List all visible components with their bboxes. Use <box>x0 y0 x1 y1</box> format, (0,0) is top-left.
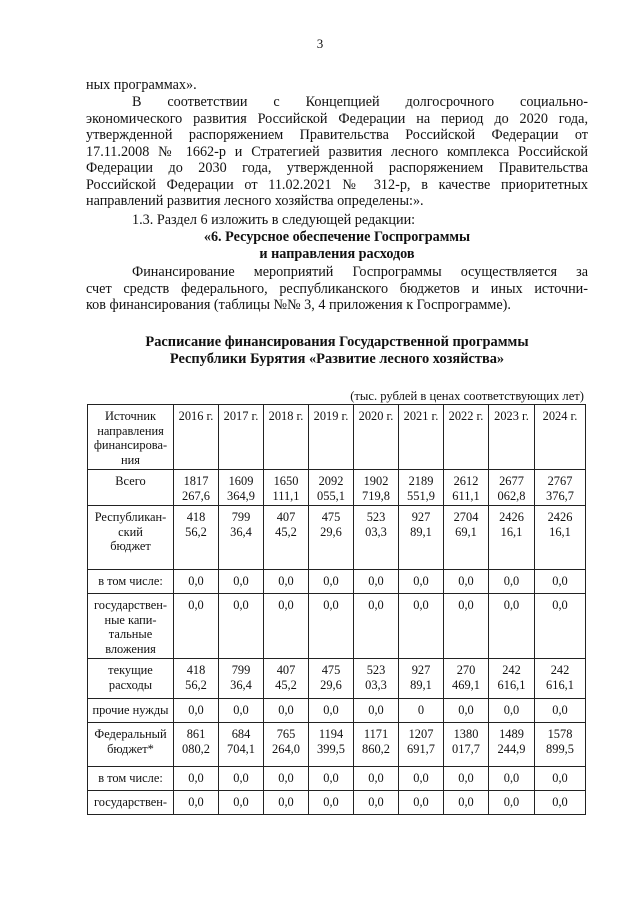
cell-value-line: 29,6 <box>320 524 342 539</box>
row-label <box>88 723 174 767</box>
table-cell <box>535 723 586 767</box>
table-cell <box>399 767 444 791</box>
header-year: 2018 г. <box>264 405 309 470</box>
row-label-line: Федеральный <box>94 727 167 741</box>
row-label-line: государствен- <box>94 598 167 612</box>
cell-value-line: 244,9 <box>497 741 526 756</box>
cell-value-line: 2426 <box>547 510 573 524</box>
cell-value-line: 062,8 <box>497 488 526 503</box>
cell-value-line: 111,1 <box>272 488 300 503</box>
paragraph-line: Федерации до 2030 года, утвержденной распоряжением Правительства <box>86 160 588 176</box>
cell-value-line: 89,1 <box>410 524 432 539</box>
cell-value-line: 0,0 <box>323 574 339 588</box>
row-label <box>88 506 174 570</box>
table-cell <box>264 470 309 506</box>
paragraph-line: 17.11.2008 № 1662-р и Стратегией развития лесного комплекса Российской <box>86 143 588 160</box>
header-year: 2023 г. <box>489 405 535 470</box>
cell-value-line: 475 <box>321 510 341 524</box>
cell-value-line: 475 <box>321 663 341 677</box>
cell-value-line: 0,0 <box>368 703 384 717</box>
table-cell <box>264 506 309 570</box>
cell-value-line: 0,0 <box>278 703 294 717</box>
table-cell <box>535 470 586 506</box>
cell-value-line: 469,1 <box>452 677 480 692</box>
row-label-line: прочие нужды <box>92 703 169 717</box>
cell-value-line: 0,0 <box>323 771 339 785</box>
table-cell <box>174 594 219 659</box>
cell-value-line: 0,0 <box>458 795 474 809</box>
cell-value-line: 270 <box>456 663 476 677</box>
table-cell <box>219 594 264 659</box>
table-cell <box>399 791 444 815</box>
cell-value-line: 2426 <box>499 510 524 524</box>
cell-value-line: 1380 <box>453 727 479 741</box>
page-number: 3 <box>316 36 324 51</box>
table-cell <box>444 767 489 791</box>
table-cell <box>174 470 219 506</box>
table-cell <box>174 767 219 791</box>
header-label-line: направления <box>97 423 164 438</box>
table-cell <box>399 506 444 570</box>
cell-value-line: 1578 <box>547 727 573 741</box>
table-cell <box>354 506 399 570</box>
table-cell <box>264 767 309 791</box>
table-cell <box>489 470 535 506</box>
paragraph-financing <box>86 264 588 314</box>
cell-value-line: 927 <box>411 663 431 677</box>
cell-value-line: 055,1 <box>317 488 345 503</box>
cell-value-line: 1650 <box>273 474 299 488</box>
table-cell <box>444 594 489 659</box>
paragraph-continuation: ных программах». <box>86 77 197 93</box>
cell-value-line: 242 <box>550 663 570 677</box>
header-year: 2024 г. <box>535 405 586 470</box>
cell-value-line: 0,0 <box>552 574 568 588</box>
table-cell <box>489 570 535 594</box>
cell-value-line: 0,0 <box>233 574 249 588</box>
heading-line: и направления расходов <box>259 245 415 262</box>
cell-value-line: 0,0 <box>233 771 249 785</box>
table-cell <box>354 699 399 723</box>
cell-value-line: 2612 <box>453 474 479 488</box>
cell-value-line: 2092 <box>318 474 344 488</box>
units-note: (тыс. рублей в ценах соответствующих лет) <box>350 389 584 403</box>
row-label-line: в том числе: <box>98 574 163 588</box>
table-cell <box>535 594 586 659</box>
cell-value-line: 1207 <box>408 727 434 741</box>
cell-value-line: 765 <box>276 727 296 741</box>
cell-value-line: 0,0 <box>278 598 294 612</box>
cell-value-line: 0,0 <box>503 574 520 588</box>
cell-value-line: 407 <box>276 510 296 524</box>
cell-value-line: 0,0 <box>413 771 429 785</box>
cell-value-line: 523 <box>366 510 386 524</box>
table-cell <box>174 570 219 594</box>
cell-value-line: 0,0 <box>458 598 474 612</box>
row-label <box>88 594 174 659</box>
header-year: 2019 г. <box>309 405 354 470</box>
row-label-line: расходы <box>108 677 153 692</box>
cell-value-line: 264,0 <box>272 741 300 756</box>
table-cell <box>354 767 399 791</box>
table-cell <box>489 506 535 570</box>
table-cell <box>174 506 219 570</box>
cell-value-line: 29,6 <box>320 677 342 692</box>
table-cell <box>219 659 264 699</box>
table-cell <box>219 570 264 594</box>
table-cell <box>399 570 444 594</box>
table-cell <box>535 659 586 699</box>
table-cell <box>489 659 535 699</box>
table-cell <box>444 723 489 767</box>
cell-value-line: 616,1 <box>546 677 574 692</box>
cell-value-line: 0,0 <box>278 771 294 785</box>
table-cell <box>309 570 354 594</box>
table-cell <box>219 506 264 570</box>
cell-value-line: 1817 <box>183 474 209 488</box>
table-cell <box>219 791 264 815</box>
cell-value-line: 2189 <box>408 474 434 488</box>
table-row <box>88 470 586 506</box>
row-label-line: бюджет <box>110 539 151 553</box>
table-cell <box>309 767 354 791</box>
paragraph-section-edit: 1.3. Раздел 6 изложить в следующей редакции: <box>132 212 416 228</box>
row-label <box>88 659 174 699</box>
table-cell <box>219 767 264 791</box>
row-label-line: бюджет* <box>107 741 154 756</box>
cell-value-line: 1489 <box>499 727 524 741</box>
cell-value-line: 0,0 <box>503 703 520 717</box>
cell-value-line: 0,0 <box>323 703 339 717</box>
cell-value-line: 0,0 <box>413 598 429 612</box>
table-cell <box>399 470 444 506</box>
cell-value-line: 551,9 <box>407 488 435 503</box>
table-cell <box>174 723 219 767</box>
table-cell <box>354 723 399 767</box>
table-cell <box>535 699 586 723</box>
table-cell <box>264 594 309 659</box>
row-label-line: Республикан- <box>94 510 167 524</box>
cell-value-line: 0,0 <box>503 598 520 612</box>
cell-value-line: 0,0 <box>368 574 384 588</box>
cell-value-line: 080,2 <box>182 741 210 756</box>
cell-value-line: 684 <box>231 727 251 741</box>
table-cell <box>444 791 489 815</box>
cell-value-line: 56,2 <box>185 677 207 692</box>
cell-value-line: 0,0 <box>188 703 204 717</box>
table-cell <box>489 791 535 815</box>
header-year: 2021 г. <box>399 405 444 470</box>
cell-value-line: 017,7 <box>452 741 480 756</box>
cell-value-line: 69,1 <box>455 524 477 539</box>
table-cell <box>535 570 586 594</box>
row-label-line: тальные <box>108 627 153 641</box>
table-cell <box>264 791 309 815</box>
table-cell <box>309 791 354 815</box>
cell-value-line: 0,0 <box>458 771 474 785</box>
financing-table <box>87 404 586 815</box>
cell-value-line: 2704 <box>453 510 479 524</box>
cell-value-line: 16,1 <box>500 524 523 539</box>
header-year: 2017 г. <box>219 405 264 470</box>
table-cell <box>399 659 444 699</box>
table-cell <box>174 791 219 815</box>
table-cell <box>219 699 264 723</box>
row-label <box>88 767 174 791</box>
cell-value-line: 0,0 <box>368 795 384 809</box>
cell-value-line: 242 <box>502 663 521 677</box>
cell-value-line: 0,0 <box>323 598 339 612</box>
row-label-line: Всего <box>115 474 146 488</box>
table-cell <box>309 723 354 767</box>
cell-value-line: 2767 <box>547 474 573 488</box>
cell-value-line: 0,0 <box>188 795 204 809</box>
cell-value-line: 2677 <box>499 474 524 488</box>
cell-value-line: 0,0 <box>552 703 568 717</box>
row-label <box>88 570 174 594</box>
table-cell <box>264 570 309 594</box>
section-heading <box>86 229 588 262</box>
cell-value-line: 45,2 <box>275 524 297 539</box>
header-year: 2022 г. <box>444 405 489 470</box>
table-row <box>88 791 586 815</box>
table-cell <box>444 506 489 570</box>
paragraph-line: Российской Федерации от 11.02.2021 № 312-р, в качестве приоритетных <box>86 176 588 193</box>
cell-value-line: 0,0 <box>552 771 568 785</box>
cell-value-line: 0,0 <box>233 703 249 717</box>
table-title-line: Расписание финансирования Государственной программы <box>145 334 529 350</box>
header-year: 2016 г. <box>174 405 219 470</box>
table-cell <box>219 723 264 767</box>
table-title-line: Республики Бурятия «Развитие лесного хозяйства» <box>169 351 505 367</box>
table-row <box>88 723 586 767</box>
cell-value-line: 1171 <box>363 727 389 741</box>
cell-value-line: 36,4 <box>230 677 252 692</box>
cell-value-line: 0,0 <box>278 574 294 588</box>
table-cell <box>535 791 586 815</box>
cell-value-line: 0,0 <box>552 598 568 612</box>
cell-value-line: 523 <box>366 663 386 677</box>
cell-value-line: 0,0 <box>552 795 568 809</box>
cell-value-line: 704,1 <box>227 741 255 756</box>
cell-value-line: 799 <box>231 663 251 677</box>
table-cell <box>535 767 586 791</box>
heading-line: «6. Ресурсное обеспечение Госпрограммы <box>203 229 471 245</box>
cell-value-line: 0,0 <box>413 574 429 588</box>
table-cell <box>399 594 444 659</box>
paragraph-concept <box>86 94 588 210</box>
cell-value-line: 0,0 <box>188 771 204 785</box>
cell-value-line: 0,0 <box>503 771 520 785</box>
cell-value-line: 89,1 <box>410 677 432 692</box>
cell-value-line: 0,0 <box>368 771 384 785</box>
table-cell <box>309 470 354 506</box>
header-source-label <box>88 405 174 470</box>
table-cell <box>309 594 354 659</box>
table-cell <box>309 506 354 570</box>
table-cell <box>264 723 309 767</box>
cell-value-line: 0,0 <box>368 598 384 612</box>
cell-value-line: 0,0 <box>188 598 204 612</box>
cell-value-line: 611,1 <box>452 488 480 503</box>
cell-value-line: 899,5 <box>546 741 574 756</box>
table-cell <box>219 470 264 506</box>
row-label <box>88 470 174 506</box>
cell-value-line: 616,1 <box>497 677 526 692</box>
table-cell <box>309 659 354 699</box>
cell-value-line: 1194 <box>318 727 344 741</box>
table-title <box>86 334 588 368</box>
table-cell <box>489 767 535 791</box>
table-cell <box>264 659 309 699</box>
table-cell <box>264 699 309 723</box>
table-row <box>88 594 586 659</box>
header-year: 2020 г. <box>354 405 399 470</box>
cell-value-line: 0,0 <box>188 574 204 588</box>
table-cell <box>444 659 489 699</box>
row-label-line: ский <box>118 524 143 539</box>
cell-value-line: 0,0 <box>233 795 249 809</box>
row-label-line: текущие <box>108 663 153 677</box>
paragraph-line: направлений развития лесного хозяйства определены:». <box>86 193 424 209</box>
table-row <box>88 767 586 791</box>
table-cell <box>174 659 219 699</box>
paragraph-line: счет средств федерального, республиканского бюджетов и иных источни- <box>86 280 588 297</box>
table-cell <box>444 570 489 594</box>
cell-value-line: 399,5 <box>317 741 345 756</box>
header-label-line: Источник <box>104 409 157 423</box>
cell-value-line: 0 <box>417 703 425 717</box>
table-cell <box>444 699 489 723</box>
table-cell <box>444 470 489 506</box>
cell-value-line: 927 <box>411 510 431 524</box>
cell-value-line: 0,0 <box>278 795 294 809</box>
cell-value-line: 364,9 <box>227 488 255 503</box>
table-cell <box>489 723 535 767</box>
paragraph-line: утвержденной распоряжением Правительства Российской Федерации от <box>86 127 588 143</box>
cell-value-line: 719,8 <box>362 488 390 503</box>
cell-value-line: 860,2 <box>362 741 390 756</box>
table-cell <box>354 570 399 594</box>
table-cell <box>354 594 399 659</box>
table-row <box>88 699 586 723</box>
paragraph-line: ков финансирования (таблицы №№ 3, 4 приложения к Госпрограмме). <box>86 297 511 313</box>
cell-value-line: 0,0 <box>458 703 474 717</box>
cell-value-line: 418 <box>186 510 206 524</box>
paragraph-line: экономического развития Российской Федерации на период до 2020 года, <box>86 110 588 127</box>
row-label <box>88 791 174 815</box>
table-cell <box>535 506 586 570</box>
table-cell <box>399 699 444 723</box>
cell-value-line: 0,0 <box>503 795 520 809</box>
table-cell <box>174 699 219 723</box>
cell-value-line: 0,0 <box>233 598 249 612</box>
cell-value-line: 691,7 <box>407 741 435 756</box>
table-cell <box>489 594 535 659</box>
row-label-line: в том числе: <box>98 771 163 785</box>
cell-value-line: 36,4 <box>230 524 252 539</box>
table-header-row <box>88 405 586 470</box>
table-row <box>88 659 586 699</box>
table-cell <box>399 723 444 767</box>
row-label-line: вложения <box>105 641 156 656</box>
header-label-line: финансирова- <box>93 438 168 452</box>
row-label <box>88 699 174 723</box>
cell-value-line: 0,0 <box>413 795 429 809</box>
cell-value-line: 861 <box>186 727 206 741</box>
table-cell <box>354 791 399 815</box>
cell-value-line: 03,3 <box>365 677 387 692</box>
table-cell <box>354 659 399 699</box>
table-row <box>88 506 586 570</box>
cell-value-line: 45,2 <box>275 677 297 692</box>
cell-value-line: 418 <box>186 663 206 677</box>
row-label-line: государствен- <box>94 795 167 809</box>
cell-value-line: 0,0 <box>323 795 339 809</box>
table-body <box>88 470 586 815</box>
cell-value-line: 03,3 <box>365 524 387 539</box>
cell-value-line: 1609 <box>228 474 254 488</box>
paragraph-line: В соответствии с Концепцией долгосрочного социально- <box>132 94 588 110</box>
row-label-line: ные капи- <box>104 612 157 627</box>
cell-value-line: 56,2 <box>185 524 207 539</box>
table-row <box>88 570 586 594</box>
header-label-line: ния <box>121 452 140 467</box>
paragraph-line: Финансирование мероприятий Госпрограммы осуществляется за <box>132 264 588 280</box>
cell-value-line: 799 <box>231 510 251 524</box>
cell-value-line: 407 <box>276 663 296 677</box>
table-cell <box>309 699 354 723</box>
table-cell <box>354 470 399 506</box>
cell-value-line: 267,6 <box>182 488 210 503</box>
cell-value-line: 376,7 <box>546 488 574 503</box>
cell-value-line: 1902 <box>363 474 389 488</box>
cell-value-line: 16,1 <box>549 524 571 539</box>
table-cell <box>489 699 535 723</box>
cell-value-line: 0,0 <box>458 574 474 588</box>
